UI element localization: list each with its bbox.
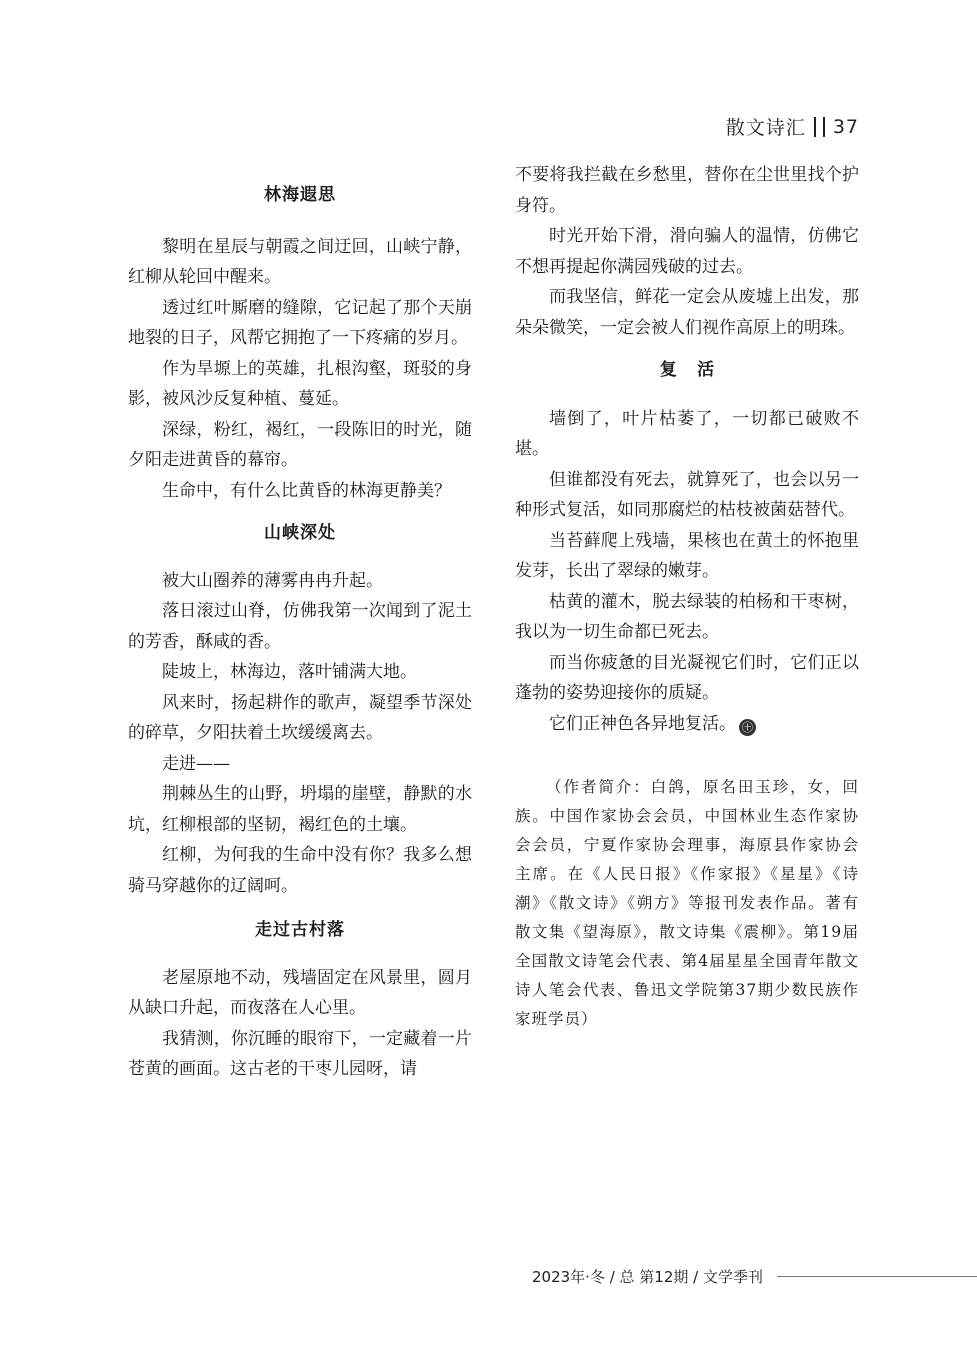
page-number: 37 <box>832 115 859 138</box>
end-mark-icon: ㊉ <box>739 719 756 736</box>
paragraph: 而我坚信，鲜花一定会从废墟上出发，那朵朵微笑，一定会被人们视作高原上的明珠。 <box>515 287 859 338</box>
left-column <box>128 160 472 1085</box>
continuation-paragraph: 不要将我拦截在乡愁里，替你在尘世里找个护身符。 <box>515 165 859 216</box>
paragraph: 墙倒了，叶片枯萎了，一切都已破败不堪。 <box>515 408 859 459</box>
section-title-shanxia: 山峡深处 <box>264 523 336 543</box>
paragraph: 陡坡上，林海边，落叶铺满大地。 <box>162 662 417 682</box>
paragraph: 被大山圈养的薄雾冉冉升起。 <box>162 570 383 591</box>
last-paragraph <box>515 709 859 740</box>
paragraph: 透过红叶厮磨的缝隙，它记起了那个天崩地裂的日子，风帮它拥抱了一下疼痛的岁月。 <box>128 297 472 348</box>
paragraph: 走进—— <box>162 753 230 774</box>
paragraph: 当苔藓爬上残墙，果核也在黄土的怀抱里发芽，长出了翠绿的嫩芽。 <box>515 530 859 581</box>
section-title-linhai: 林海遐思 <box>264 185 336 205</box>
paragraph: 深绿，粉红，褐红，一段陈旧的时光，随夕阳走进黄昏的幕帘。 <box>128 419 472 470</box>
issue-info: 2023年·冬 / 总 第12期 / 文学季刊 <box>532 1268 763 1286</box>
paragraph: 我猜测，你沉睡的眼帘下，一定藏着一片苍黄的画面。这古老的干枣儿园呀，请 <box>128 1028 472 1079</box>
paragraph: 而当你疲惫的目光凝视它们时，它们正以蓬勃的姿势迎接你的质疑。 <box>515 652 859 703</box>
author-bio: （作者简介：白鸽，原名田玉珍，女，回族。中国作家协会会员，中国林业生态作家协会会员，宁夏作家协会理事，海原县作家协会主席。在《人民日报》《作家报》《星星》《诗潮》《散文诗》《朔方》等报刊发表作品。著有散文集《望海原》，散文诗集《震柳》。第19届全国散文诗笔会代表、第4届星星全国青年散文诗人笔会代表、鲁迅文学院第37期少数民族作家班学员） <box>515 778 859 1028</box>
paragraph: 落日滚过山脊，仿佛我第一次闻到了泥土的芳香，酥咸的香。 <box>128 601 472 652</box>
paragraph: 黎明在星辰与朝霞之间迂回，山峡宁静，红柳从轮回中醒来。 <box>128 236 472 287</box>
paragraph: 生命中，有什么比黄昏的林海更静美？ <box>162 480 451 501</box>
paragraph: 但谁都没有死去，就算死了，也会以另一种形式复活，如同那腐烂的枯枝被菌菇替代。 <box>515 469 859 520</box>
right-column <box>515 160 859 1034</box>
footer-rule <box>777 1276 977 1277</box>
last-paragraph-text: 它们正神色各异地复活。 <box>549 713 736 734</box>
footer <box>532 1266 977 1287</box>
paragraph: 时光开始下滑，滑向骗人的温情，仿佛它不想再提起你满园残破的过去。 <box>515 226 859 277</box>
double-bar-separator <box>814 117 825 137</box>
paragraph: 老屋原地不动，残墙固定在风景里，圆月从缺口升起，而夜落在人心里。 <box>128 967 472 1018</box>
section-title-fuhuo: 复活 <box>659 360 735 380</box>
paragraph: 枯黄的灌木，脱去绿装的柏杨和干枣树，我以为一切生命都已死去。 <box>515 591 859 642</box>
paragraph: 风来时，扬起耕作的歌声，凝望季节深处的碎草，夕阳扶着土坎缓缓离去。 <box>128 692 472 743</box>
paragraph: 作为旱塬上的英雄，扎根沟壑，斑驳的身影，被风沙反复种植、蔓延。 <box>128 358 472 409</box>
paragraph: 红柳，为何我的生命中没有你？我多么想骑马穿越你的辽阔呵。 <box>128 845 472 896</box>
section-name: 散文诗汇 <box>725 117 806 139</box>
paragraph: 荆棘丛生的山野，坍塌的崖壁，静默的水坑，红柳根部的坚韧，褐红色的土壤。 <box>128 784 472 835</box>
running-head <box>726 113 859 140</box>
section-title-gucunluo: 走过古村落 <box>255 920 345 940</box>
